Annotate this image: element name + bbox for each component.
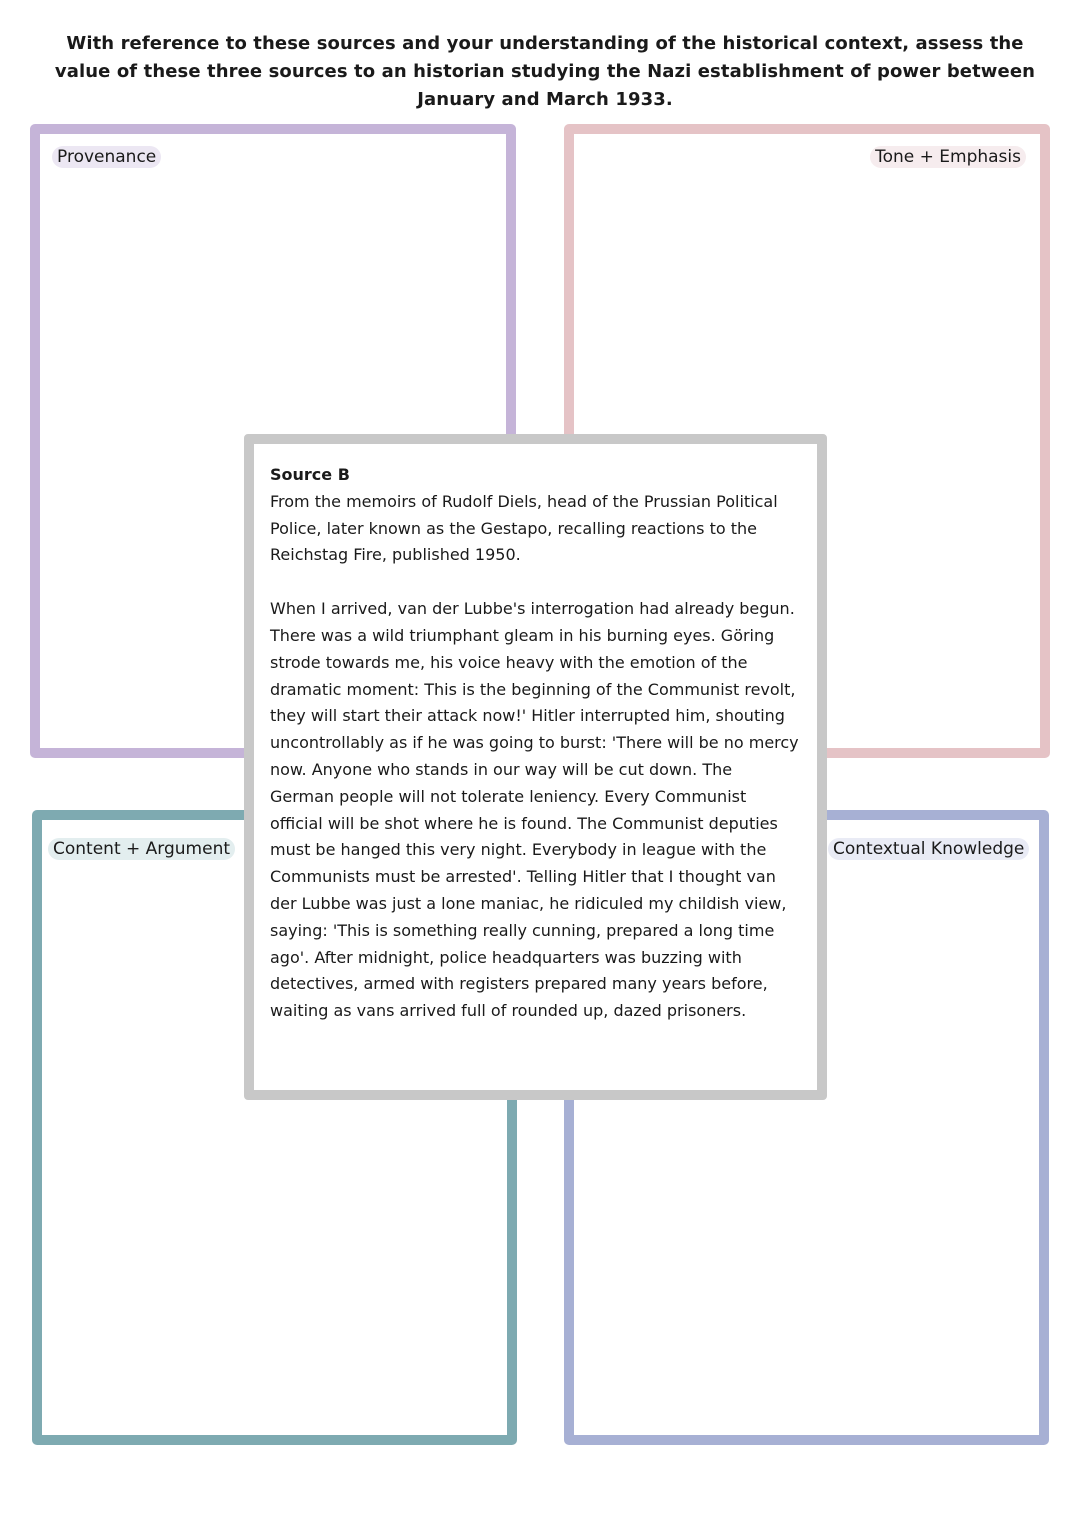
source-b-box (244, 434, 827, 1100)
source-text: When I arrived, van der Lubbe's interrogation had already begun. There was a wild triumphant gleam in his burning eyes. Göring strode towards me, his voice heavy with the emotion of the dramatic moment: This is the beginning of the Communist revolt, they will start their attack now!' Hitler interrupted him, shouting uncontrollably as if he was going to burst: 'There will be no mercy now. Anyone who stands in our way will be cut down. The German people will not tolerate leniency. Every Communist official will be shot where he is found. The Communist deputies must be hanged this very night. Everybody in league with the Communists must be arrested'. Telling Hitler that I thought van der Lubbe was just a lone maniac, he ridiculed my childish view, saying: 'This is something really cunning, prepared a long time ago'. After midnight, police headquarters was buzzing with detectives, armed with registers prepared many years before, waiting as vans arrived full of rounded up, dazed prisoners. (270, 599, 799, 1021)
provenance-label: Provenance (52, 146, 161, 168)
question-prompt: With reference to these sources and your understanding of the historical context, assess the value of these three sources to an historian studying the Nazi establishment of power between January and March 1933. (54, 33, 1036, 110)
source-title: Source B (270, 465, 350, 484)
contextual-knowledge-label: Contextual Knowledge (828, 838, 1029, 860)
tone-emphasis-label: Tone + Emphasis (870, 146, 1026, 168)
source-provenance: From the memoirs of Rudolf Diels, head of the Prussian Political Police, later known as the Gestapo, recalling reactions to the Reichstag Fire, published 1950. (270, 491, 778, 565)
content-argument-label: Content + Argument (48, 838, 235, 860)
